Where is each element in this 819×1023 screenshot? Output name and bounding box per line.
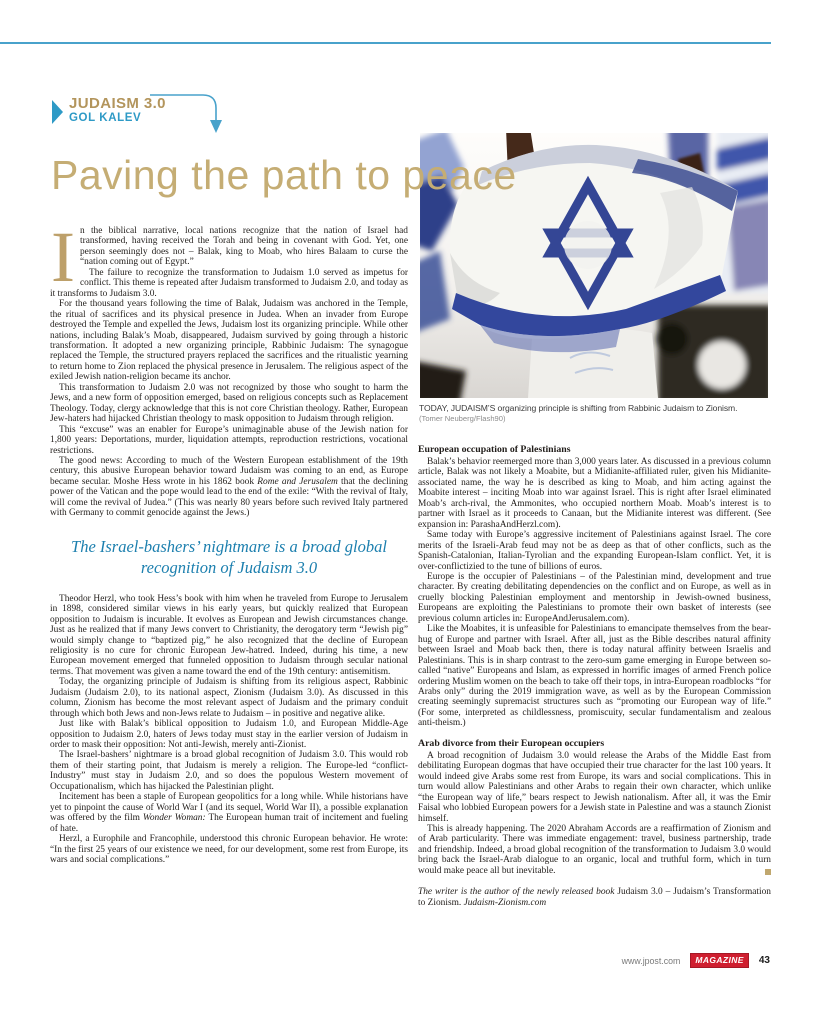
end-of-article-mark [765,869,771,875]
paragraph: Herzl, a Europhile and Francophile, understood this chronic European behavior. He wrote: “In the first 25 years of our existence we need, for our development, some rest from Europe, its wars and social complications.” [50,834,408,866]
paragraph [50,456,408,519]
photo-caption [419,403,772,424]
paragraph: Like the Moabites, it is unfeasible for Palestinians to emancipate themselves from the bear-hug of Europe and partner with Israel. After all, just as the Bible describes natural affinity between Israel and Moab back then, there is today natural affinity between Israelis and Palestinians. This is in sharp contrast to the zero-sum game emerging in Europe between so-called “native” Europeans and Islam, as expressed in horrific images of armed French police ordering Muslim women on the beach to take off their tops, in intra-European roadblocks “for Arabs only” during the 2019 immigration wave, as well as by the European Commission creating seemingly supremacist structures such as “promoting our European way of life.” (For some, interpreted as childlessness, promiscuity, secular fundamentalism and zealous anti-theism.) [418,624,771,729]
paragraph: Europe is the occupier of Palestinians – of the Palestinian mind, development and true character. By creating debilitating dependencies on the conflict and on Europe, as well as in cruelly blocking Palestinian employment and mentorship in Jewish-owned business, Europeans are exploiting the Palestinians to promote their own basket of interests (see previous column articles in: EuropeAndJerusalem.com). [418,571,771,624]
bookmark-triangle-icon [52,100,63,124]
paragraph-text: that the declining power of the Vatican and the pope would lead to the end of the exile: “With the revival of Italy, will come the revival of Judea.” (This was nearly 80 years before such revived Italy partnered with Germany to commit genocide against the Jews.) [50,476,408,519]
paragraph: The failure to recognize the transformation to Judaism 1.0 served as impetus for conflict. This theme is repeated after Judaism transformed to Judaism 2.0, and today as it transforms to Judaism 3.0. [50,267,408,299]
paragraph: Balak’s behavior reemerged more than 3,000 years later. As discussed in a previous column article, Balak was not likely a Moabite, but a Midianite-affiliated ruler, given his Midianite-associated name, the way he is described as king to Moab, and him acting against the Moabite interest – inciting Moab into war against Israel. This is right after Israel eliminated Moab’s arch-rival, the Ammonites, who occupied northern Moab. Moab’s interest is to partner with Israel as it proceeds to Canaan, but the Midianite interest was different. (See expansion in: ParashaAndHerzl.com). [418,457,771,530]
column-author-name: GOL KALEV [69,112,142,124]
page-number: 43 [758,955,770,966]
paragraph: Same today with Europe’s aggressive incitement of Palestinians against Israel. The core merits of the Israeli-Arab feud may not be as deep as that of other conflicts, such as the Spanish-Catalonian, Italian-Tyrolian and the expanding European-Islam conflict. Yet, it is over-conflictizied to the tune of billions of euros. [418,530,771,572]
paragraph-text: n the biblical narrative, local nations recognize that the nation of Israel had transformed, having received the Torah and being in covenant with God. Yet, one person seemingly does not – Balak, king to Moab, who hires Balaam to curse the “nation coming out of Egypt.” [79,226,408,268]
photo-credit: (Tomer Neuberg/Flash90) [419,413,506,423]
curved-arrow-icon [148,88,228,136]
drop-cap: I [51,217,75,297]
paragraph: Theodor Herzl, who took Hess’s book with him when he traveled from Europe to Jerusalem in 1898, considered similar views in his early years, but quickly realized that European opposition to Judaism is incurable. It evolves as European and Jewish circumstances change. Just as he realized that if many Jews convert to Christianity, the derogatory term “Jewish pig” would simply change to “baptized pig,” he also recognized that the decline of European religiosity is no cure for chronic European Jew-hatred. Indeed, during his time, a new European movement emerged that funneled opposition to Judaism through secular national terms. That movement was given a name toward the end of the 19th century: antisemitism. [50,593,408,677]
page-footer [622,953,770,968]
paragraph: Just like with Balak’s biblical opposition to Judaism 1.0, and European Middle-Age opposition to Judaism 2.0, haters of Jews today must stay in the earlier version of Judaism in order to mask their opposition: Not anti-Jewish, merely anti-Zionist. [50,719,408,751]
paragraph [418,824,771,876]
photo-caption-text: TODAY, JUDAISM’S organizing principle is shifting from Rabbinic Judaism to Zionism. [419,403,738,413]
top-divider-rule [0,42,771,44]
column-section-name: JUDAISM 3.0 [69,95,166,112]
paragraph-text: Incitement has been a staple of European geopolitics for a long while. While historians have yet to pinpoint the cause of World War I (and its sequel, World War II), a possible explanation was offered by the film [50,792,408,824]
magazine-logo: MAGAZINE [690,953,749,968]
footer-website-url: www.jpost.com [621,955,681,966]
paragraph: For the thousand years following the time of Balak, Judaism was anchored in the Temple, the ritual of sacrifices and its physical presence in Judea. When an invader from Europe destroyed the Temple and expelled the Jews, Judaism lost its organizing principle. While other nations, including Balak’s Moab, disappeared, Judaism survived by going through a historic transformation. It adopted a new organizing principle, Rabbinic Judaism: The synagogue replaced the Temple, the structured prayers replaced the sacrifices and the ritualistic yearning to return home to Zion replaced the physical presence in Jerusalem. The religious aspect of the exiled Jewish nation-religion became its anchor. [50,299,408,383]
book-title-italic: Rome and Jerusalem [257,476,338,487]
credit-website-italic: Judaism-Zionism.com [463,898,547,909]
credit-book-title: Judaism 3.0 – Judaism’s Transformation to Zionism. [418,887,771,909]
writer-credit [418,887,771,909]
subhead-european-occupation: European occupation of Palestinians [418,444,571,455]
paragraph: The Israel-bashers’ nightmare is a broad global recognition of Judaism 3.0. This would rob them of their starting point, that Judaism is merely a religion. The Europe-led “conflict-Industry” must stay in Judaism 2.0, and so does the populous Western movement of Occupationalism, which has hijacked the Palestinian plight. [50,750,408,792]
film-title-italic: Wonder Woman: [142,813,206,824]
paragraph-text: This is already happening. The 2020 Abraham Accords are a reaffirmation of Zionism and of Arab particularity. There was immediate engagement: travel, business partnership, trade and friendship. Indeed, a broad global recognition of the transformation to Judaism 3.0 would bring back the Israel-Arab dialogue to an organic, local and truthful form, which in turn would make peace all but inevitable. [418,823,771,876]
paragraph: This transformation to Judaism 2.0 was not recognized by those who sought to harm the Jews, and a new form of opposition emerged, based on religious concepts such as Replacement Theology. Today, clergy acknowledge that this is not core Christian theology. Rather, European Jew-haters had hijacked Christian theology to mask opposition to Judaism through religion. [50,382,408,425]
article-title: Paving the path to peace [51,152,517,198]
paragraph-text: The European human trait of incitement and fueling of hate. [50,813,408,834]
credit-lead-italic: The writer is the author of the newly released book [418,887,618,898]
subhead-arab-divorce: Arab divorce from their European occupiers [418,737,605,749]
paragraph [50,792,408,834]
paragraph-text: The good news: According to much of the Western European establishment of the 19th century, this abusive European behavior toward Judaism was coming to an end, as Europe became secular. Moshe Hess wrote in his 1862 book [50,455,408,487]
article-column-right [418,444,771,909]
article-column-left [50,217,408,866]
paragraph: This “excuse” was an enabler for Europe’s unimaginable abuse of the Jewish nation for 1,800 years: Deportations, murder, liquidation attempts, reproduction restrictions, vocational restrictions. [50,424,408,456]
paragraph: A broad recognition of Judaism 3.0 would release the Arabs of the Middle East from debilitating European dogmas that have occupied their true character for the last 100 years. It would indeed give Arabs some rest from Europe, its wars and social complications. This in turn would allow Palestinians and other Arabs to regain their own character, which unlike “the European way of life,” bears respect to Jewish nationalism. After all, it was the Emir Faisal who lobbied European powers for a Jewish state in Palestine and was a staunch Zionist himself. [418,750,771,824]
pull-quote: The Israel-bashers’ nightmare is a broad global recognition of Judaism 3.0 [71,536,387,577]
paragraph: Today, the organizing principle of Judaism is shifting from its religious aspect, Rabbinic Judaism (Judaism 2.0), to its national aspect, Zionism (Judaism 3.0). As discussed in this column, Zionism has become the most relevant aspect of Judaism and the primary conduit through which both Jews and non-Jews relate to Judaism – in positive and negative alike. [50,677,408,719]
